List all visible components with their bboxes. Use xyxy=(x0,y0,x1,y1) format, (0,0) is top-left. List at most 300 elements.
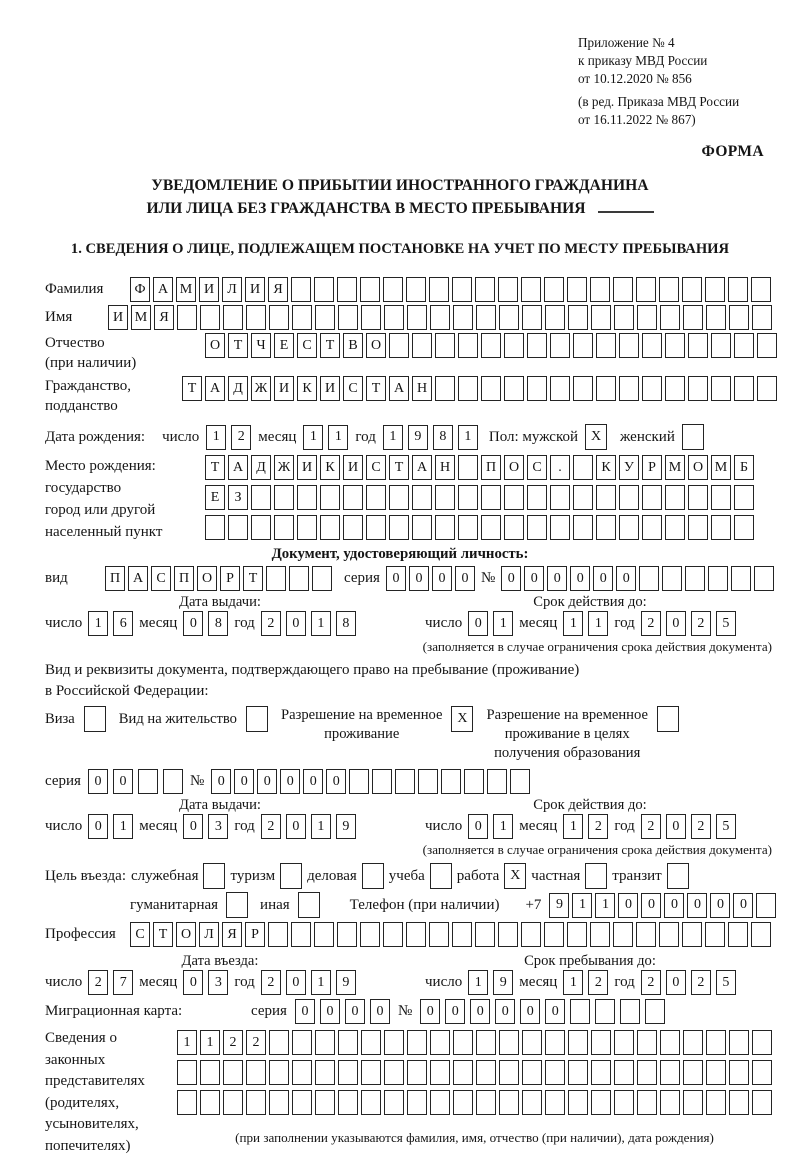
residence-number-cell[interactable] xyxy=(487,769,507,794)
stay-month-cell[interactable]: 1 xyxy=(563,970,583,995)
patronymic-cell[interactable]: Е xyxy=(274,333,294,358)
guardians-cell[interactable] xyxy=(292,1030,312,1055)
birth-place-cell[interactable]: А xyxy=(228,455,248,480)
guardians-cell[interactable] xyxy=(591,1090,611,1115)
patronymic-cell[interactable] xyxy=(504,333,524,358)
citizenship-cell[interactable] xyxy=(435,376,455,401)
residence-number-cell[interactable] xyxy=(349,769,369,794)
phone-cell[interactable]: 0 xyxy=(664,893,684,918)
residence-issue-day-cell[interactable]: 0 xyxy=(88,814,108,839)
given-name-cell[interactable] xyxy=(706,305,726,330)
residence-expiry-day-cell[interactable]: 1 xyxy=(493,814,513,839)
birth-year-cell[interactable]: 9 xyxy=(408,425,428,450)
doc-number-cell[interactable]: 0 xyxy=(547,566,567,591)
birth-year-cell[interactable]: 1 xyxy=(458,425,478,450)
birth-place-cell[interactable] xyxy=(251,485,271,510)
entry-year-cell[interactable]: 1 xyxy=(311,970,331,995)
birth-place-cell[interactable]: М xyxy=(711,455,731,480)
doc-number-cell[interactable]: 0 xyxy=(593,566,613,591)
guardians-cell[interactable] xyxy=(706,1030,726,1055)
birth-place-cell[interactable] xyxy=(458,515,478,540)
guardians-cell[interactable] xyxy=(729,1090,749,1115)
doc-number-cell[interactable]: 0 xyxy=(616,566,636,591)
residence-number-cell[interactable] xyxy=(395,769,415,794)
profession-cell[interactable]: С xyxy=(130,922,150,947)
birth-place-cell[interactable]: И xyxy=(343,455,363,480)
stay-year-cell[interactable]: 2 xyxy=(691,970,711,995)
migration-card-number-cell[interactable]: 0 xyxy=(470,999,490,1024)
doc-number-cell[interactable]: 0 xyxy=(570,566,590,591)
residence-number-cell[interactable] xyxy=(510,769,530,794)
birth-month-cell[interactable]: 1 xyxy=(303,425,323,450)
birth-place-cell[interactable]: А xyxy=(412,455,432,480)
doc-type-cell[interactable]: О xyxy=(197,566,217,591)
birth-place-cell[interactable] xyxy=(642,515,662,540)
given-name-cell[interactable] xyxy=(246,305,266,330)
doc-number-cell[interactable] xyxy=(639,566,659,591)
guardians-cell[interactable] xyxy=(430,1060,450,1085)
guardians-cell[interactable] xyxy=(660,1030,680,1055)
patronymic-cell[interactable] xyxy=(389,333,409,358)
guardians-cell[interactable] xyxy=(476,1090,496,1115)
guardians-cell[interactable] xyxy=(752,1030,772,1055)
birth-year-cell[interactable]: 1 xyxy=(383,425,403,450)
profession-cell[interactable] xyxy=(728,922,748,947)
birth-place-cell[interactable] xyxy=(573,455,593,480)
guardians-cell[interactable] xyxy=(729,1060,749,1085)
birth-place-cell[interactable] xyxy=(504,515,524,540)
residence-number-cell[interactable] xyxy=(372,769,392,794)
birth-place-cell[interactable] xyxy=(711,485,731,510)
birth-place-cell[interactable] xyxy=(412,485,432,510)
stay-year-cell[interactable]: 0 xyxy=(666,970,686,995)
birth-place-cell[interactable] xyxy=(504,485,524,510)
citizenship-cell[interactable] xyxy=(688,376,708,401)
patronymic-cell[interactable]: О xyxy=(366,333,386,358)
surname-cell[interactable] xyxy=(498,277,518,302)
guardians-cell[interactable] xyxy=(614,1060,634,1085)
birth-place-cell[interactable]: Т xyxy=(205,455,225,480)
given-name-cell[interactable]: Я xyxy=(154,305,174,330)
doc-type-cell[interactable]: П xyxy=(174,566,194,591)
migration-card-series-cell[interactable]: 0 xyxy=(370,999,390,1024)
migration-card-series-cell[interactable]: 0 xyxy=(320,999,340,1024)
identity-expiry-month-cell[interactable]: 1 xyxy=(588,611,608,636)
guardians-cell[interactable] xyxy=(269,1030,289,1055)
profession-cell[interactable] xyxy=(337,922,357,947)
birth-place-cell[interactable] xyxy=(343,485,363,510)
given-name-cell[interactable] xyxy=(338,305,358,330)
guardians-cell[interactable] xyxy=(476,1060,496,1085)
citizenship-cell[interactable] xyxy=(734,376,754,401)
phone-cell[interactable]: 0 xyxy=(710,893,730,918)
citizenship-cell[interactable]: Н xyxy=(412,376,432,401)
temp-residence-checkbox[interactable]: X xyxy=(451,706,473,732)
residence-expiry-month-cell[interactable]: 2 xyxy=(588,814,608,839)
residence-issue-year-cell[interactable]: 2 xyxy=(261,814,281,839)
identity-issue-day-cell[interactable]: 6 xyxy=(113,611,133,636)
identity-issue-year-cell[interactable]: 8 xyxy=(336,611,356,636)
guardians-cell[interactable] xyxy=(361,1030,381,1055)
birth-place-cell[interactable] xyxy=(550,485,570,510)
surname-cell[interactable] xyxy=(475,277,495,302)
citizenship-cell[interactable]: А xyxy=(389,376,409,401)
patronymic-cell[interactable] xyxy=(642,333,662,358)
birth-place-cell[interactable] xyxy=(435,485,455,510)
birth-day-cell[interactable]: 2 xyxy=(231,425,251,450)
residence-number-cell[interactable]: 0 xyxy=(303,769,323,794)
birth-day-cell[interactable]: 1 xyxy=(206,425,226,450)
surname-cell[interactable]: Я xyxy=(268,277,288,302)
birth-place-cell[interactable] xyxy=(619,485,639,510)
birth-place-cell[interactable] xyxy=(412,515,432,540)
identity-issue-month-cell[interactable]: 0 xyxy=(183,611,203,636)
residence-issue-day-cell[interactable]: 1 xyxy=(113,814,133,839)
doc-type-cell[interactable] xyxy=(266,566,286,591)
given-name-cell[interactable] xyxy=(315,305,335,330)
guardians-cell[interactable] xyxy=(545,1030,565,1055)
phone-cell[interactable]: 0 xyxy=(641,893,661,918)
stay-day-cell[interactable]: 1 xyxy=(468,970,488,995)
guardians-cell[interactable]: 1 xyxy=(200,1030,220,1055)
residence-number-cell[interactable]: 0 xyxy=(326,769,346,794)
identity-issue-year-cell[interactable]: 2 xyxy=(261,611,281,636)
birth-place-cell[interactable] xyxy=(251,515,271,540)
citizenship-cell[interactable] xyxy=(550,376,570,401)
place-name-blank[interactable] xyxy=(598,198,654,213)
guardians-cell[interactable] xyxy=(683,1090,703,1115)
given-name-cell[interactable] xyxy=(200,305,220,330)
residence-series-cell[interactable]: 0 xyxy=(113,769,133,794)
profession-cell[interactable] xyxy=(705,922,725,947)
birth-place-cell[interactable]: Е xyxy=(205,485,225,510)
birth-place-cell[interactable]: С xyxy=(527,455,547,480)
migration-card-number-cell[interactable]: 0 xyxy=(520,999,540,1024)
migration-card-series-cell[interactable]: 0 xyxy=(345,999,365,1024)
entry-year-cell[interactable]: 9 xyxy=(336,970,356,995)
guardians-cell[interactable] xyxy=(522,1090,542,1115)
given-name-cell[interactable] xyxy=(361,305,381,330)
citizenship-cell[interactable] xyxy=(504,376,524,401)
residence-expiry-year-cell[interactable]: 2 xyxy=(691,814,711,839)
residence-expiry-day-cell[interactable]: 0 xyxy=(468,814,488,839)
residence-issue-year-cell[interactable]: 9 xyxy=(336,814,356,839)
guardians-cell[interactable] xyxy=(338,1030,358,1055)
birth-place-cell[interactable]: К xyxy=(596,455,616,480)
profession-cell[interactable]: Я xyxy=(222,922,242,947)
identity-expiry-day-cell[interactable]: 1 xyxy=(493,611,513,636)
birth-place-cell[interactable]: З xyxy=(228,485,248,510)
residence-issue-year-cell[interactable]: 0 xyxy=(286,814,306,839)
guardians-cell[interactable] xyxy=(637,1090,657,1115)
stay-month-cell[interactable]: 2 xyxy=(588,970,608,995)
residence-series-cell[interactable]: 0 xyxy=(88,769,108,794)
patronymic-cell[interactable] xyxy=(665,333,685,358)
temp-residence-edu-checkbox[interactable] xyxy=(657,706,679,732)
surname-cell[interactable] xyxy=(383,277,403,302)
birth-place-cell[interactable] xyxy=(573,485,593,510)
birth-place-cell[interactable] xyxy=(596,485,616,510)
guardians-cell[interactable]: 2 xyxy=(246,1030,266,1055)
birth-place-cell[interactable]: С xyxy=(366,455,386,480)
birth-place-cell[interactable] xyxy=(320,515,340,540)
citizenship-cell[interactable] xyxy=(458,376,478,401)
patronymic-cell[interactable] xyxy=(619,333,639,358)
guardians-cell[interactable] xyxy=(292,1090,312,1115)
doc-series-cell[interactable]: 0 xyxy=(409,566,429,591)
birth-place-cell[interactable]: М xyxy=(665,455,685,480)
guardians-cell[interactable] xyxy=(292,1060,312,1085)
surname-cell[interactable] xyxy=(291,277,311,302)
surname-cell[interactable] xyxy=(544,277,564,302)
citizenship-cell[interactable] xyxy=(642,376,662,401)
doc-number-cell[interactable] xyxy=(708,566,728,591)
guardians-cell[interactable] xyxy=(614,1090,634,1115)
birth-place-cell[interactable] xyxy=(481,515,501,540)
birth-place-cell[interactable]: И xyxy=(297,455,317,480)
doc-number-cell[interactable] xyxy=(685,566,705,591)
identity-expiry-year-cell[interactable]: 2 xyxy=(691,611,711,636)
entry-month-cell[interactable]: 0 xyxy=(183,970,203,995)
residence-issue-month-cell[interactable]: 0 xyxy=(183,814,203,839)
surname-cell[interactable] xyxy=(360,277,380,302)
guardians-cell[interactable] xyxy=(476,1030,496,1055)
guardians-cell[interactable] xyxy=(338,1060,358,1085)
birth-place-cell[interactable]: У xyxy=(619,455,639,480)
doc-type-cell[interactable]: С xyxy=(151,566,171,591)
patronymic-cell[interactable] xyxy=(596,333,616,358)
surname-cell[interactable] xyxy=(567,277,587,302)
guardians-cell[interactable] xyxy=(200,1090,220,1115)
birth-place-cell[interactable] xyxy=(366,485,386,510)
guardians-cell[interactable] xyxy=(200,1060,220,1085)
surname-cell[interactable] xyxy=(728,277,748,302)
doc-series-cell[interactable]: 0 xyxy=(455,566,475,591)
doc-type-cell[interactable]: Т xyxy=(243,566,263,591)
entry-year-cell[interactable]: 0 xyxy=(286,970,306,995)
phone-cell[interactable]: 1 xyxy=(595,893,615,918)
profession-cell[interactable]: Р xyxy=(245,922,265,947)
guardians-cell[interactable] xyxy=(177,1090,197,1115)
given-name-cell[interactable] xyxy=(660,305,680,330)
profession-cell[interactable] xyxy=(682,922,702,947)
sex-male-checkbox[interactable]: X xyxy=(585,424,607,450)
identity-issue-year-cell[interactable]: 1 xyxy=(311,611,331,636)
purpose-other-checkbox[interactable] xyxy=(298,892,320,918)
birth-place-cell[interactable]: Р xyxy=(642,455,662,480)
patronymic-cell[interactable] xyxy=(757,333,777,358)
citizenship-cell[interactable] xyxy=(573,376,593,401)
surname-cell[interactable]: Ф xyxy=(130,277,150,302)
guardians-cell[interactable] xyxy=(522,1030,542,1055)
birth-place-cell[interactable] xyxy=(297,485,317,510)
guardians-cell[interactable] xyxy=(407,1090,427,1115)
identity-expiry-year-cell[interactable]: 5 xyxy=(716,611,736,636)
guardians-cell[interactable] xyxy=(453,1090,473,1115)
birth-place-cell[interactable]: Ж xyxy=(274,455,294,480)
birth-place-cell[interactable] xyxy=(665,515,685,540)
doc-number-cell[interactable]: 0 xyxy=(524,566,544,591)
migration-card-number-cell[interactable]: 0 xyxy=(545,999,565,1024)
purpose-work-checkbox[interactable]: X xyxy=(504,863,526,889)
patronymic-cell[interactable] xyxy=(458,333,478,358)
birth-place-cell[interactable]: П xyxy=(481,455,501,480)
citizenship-cell[interactable]: Т xyxy=(366,376,386,401)
birth-place-cell[interactable] xyxy=(527,515,547,540)
residence-expiry-year-cell[interactable]: 2 xyxy=(641,814,661,839)
given-name-cell[interactable] xyxy=(223,305,243,330)
profession-cell[interactable] xyxy=(429,922,449,947)
migration-card-number-cell[interactable] xyxy=(570,999,590,1024)
given-name-cell[interactable] xyxy=(430,305,450,330)
birth-place-cell[interactable] xyxy=(366,515,386,540)
guardians-cell[interactable] xyxy=(660,1090,680,1115)
given-name-cell[interactable] xyxy=(407,305,427,330)
citizenship-cell[interactable]: И xyxy=(274,376,294,401)
birth-place-cell[interactable] xyxy=(688,515,708,540)
profession-cell[interactable] xyxy=(475,922,495,947)
birth-place-cell[interactable] xyxy=(734,485,754,510)
profession-cell[interactable] xyxy=(314,922,334,947)
birth-place-cell[interactable]: О xyxy=(688,455,708,480)
doc-series-cell[interactable]: 0 xyxy=(386,566,406,591)
residence-permit-checkbox[interactable] xyxy=(246,706,268,732)
citizenship-cell[interactable]: Т xyxy=(182,376,202,401)
residence-series-cell[interactable] xyxy=(138,769,158,794)
guardians-cell[interactable] xyxy=(683,1060,703,1085)
migration-card-number-cell[interactable] xyxy=(595,999,615,1024)
guardians-cell[interactable] xyxy=(752,1090,772,1115)
phone-cell[interactable]: 9 xyxy=(549,893,569,918)
guardians-cell[interactable] xyxy=(729,1030,749,1055)
profession-cell[interactable] xyxy=(590,922,610,947)
guardians-cell[interactable] xyxy=(315,1030,335,1055)
given-name-cell[interactable] xyxy=(476,305,496,330)
patronymic-cell[interactable]: Ч xyxy=(251,333,271,358)
patronymic-cell[interactable]: Т xyxy=(228,333,248,358)
guardians-cell[interactable] xyxy=(269,1090,289,1115)
doc-type-cell[interactable]: А xyxy=(128,566,148,591)
migration-card-number-cell[interactable]: 0 xyxy=(495,999,515,1024)
phone-cell[interactable]: 1 xyxy=(572,893,592,918)
patronymic-cell[interactable] xyxy=(734,333,754,358)
profession-cell[interactable] xyxy=(521,922,541,947)
guardians-cell[interactable] xyxy=(614,1030,634,1055)
guardians-cell[interactable] xyxy=(407,1060,427,1085)
guardians-cell[interactable] xyxy=(315,1060,335,1085)
given-name-cell[interactable] xyxy=(614,305,634,330)
profession-cell[interactable]: Т xyxy=(153,922,173,947)
birth-place-cell[interactable] xyxy=(320,485,340,510)
birth-place-cell[interactable] xyxy=(711,515,731,540)
doc-number-cell[interactable] xyxy=(731,566,751,591)
citizenship-cell[interactable]: А xyxy=(205,376,225,401)
surname-cell[interactable]: А xyxy=(153,277,173,302)
guardians-cell[interactable] xyxy=(499,1060,519,1085)
doc-number-cell[interactable] xyxy=(662,566,682,591)
profession-cell[interactable]: Л xyxy=(199,922,219,947)
patronymic-cell[interactable] xyxy=(412,333,432,358)
guardians-cell[interactable] xyxy=(223,1060,243,1085)
citizenship-cell[interactable] xyxy=(596,376,616,401)
migration-card-number-cell[interactable]: 0 xyxy=(445,999,465,1024)
birth-place-cell[interactable] xyxy=(435,515,455,540)
guardians-cell[interactable] xyxy=(315,1090,335,1115)
guardians-cell[interactable] xyxy=(752,1060,772,1085)
entry-day-cell[interactable]: 7 xyxy=(113,970,133,995)
birth-place-cell[interactable] xyxy=(297,515,317,540)
citizenship-cell[interactable] xyxy=(527,376,547,401)
birth-place-cell[interactable] xyxy=(642,485,662,510)
citizenship-cell[interactable]: Д xyxy=(228,376,248,401)
birth-place-cell[interactable] xyxy=(205,515,225,540)
guardians-cell[interactable] xyxy=(453,1030,473,1055)
given-name-cell[interactable] xyxy=(177,305,197,330)
profession-cell[interactable] xyxy=(498,922,518,947)
migration-card-number-cell[interactable] xyxy=(620,999,640,1024)
surname-cell[interactable] xyxy=(429,277,449,302)
residence-expiry-month-cell[interactable]: 1 xyxy=(563,814,583,839)
residence-number-cell[interactable]: 0 xyxy=(280,769,300,794)
residence-number-cell[interactable]: 0 xyxy=(211,769,231,794)
phone-cell[interactable]: 0 xyxy=(733,893,753,918)
guardians-cell[interactable]: 2 xyxy=(223,1030,243,1055)
birth-place-cell[interactable]: Н xyxy=(435,455,455,480)
birth-place-cell[interactable] xyxy=(274,485,294,510)
doc-number-cell[interactable]: 0 xyxy=(501,566,521,591)
guardians-cell[interactable] xyxy=(568,1030,588,1055)
surname-cell[interactable] xyxy=(452,277,472,302)
patronymic-cell[interactable] xyxy=(550,333,570,358)
guardians-cell[interactable] xyxy=(683,1030,703,1055)
birth-place-cell[interactable] xyxy=(527,485,547,510)
surname-cell[interactable] xyxy=(636,277,656,302)
guardians-cell[interactable] xyxy=(545,1060,565,1085)
profession-cell[interactable] xyxy=(360,922,380,947)
birth-place-cell[interactable] xyxy=(734,515,754,540)
birth-place-cell[interactable] xyxy=(619,515,639,540)
surname-cell[interactable] xyxy=(337,277,357,302)
profession-cell[interactable] xyxy=(406,922,426,947)
residence-number-cell[interactable]: 0 xyxy=(257,769,277,794)
migration-card-series-cell[interactable]: 0 xyxy=(295,999,315,1024)
surname-cell[interactable]: Л xyxy=(222,277,242,302)
citizenship-cell[interactable]: С xyxy=(343,376,363,401)
profession-cell[interactable] xyxy=(613,922,633,947)
guardians-cell[interactable] xyxy=(430,1030,450,1055)
patronymic-cell[interactable] xyxy=(573,333,593,358)
profession-cell[interactable] xyxy=(268,922,288,947)
guardians-cell[interactable] xyxy=(522,1060,542,1085)
surname-cell[interactable] xyxy=(521,277,541,302)
birth-place-cell[interactable] xyxy=(343,515,363,540)
surname-cell[interactable] xyxy=(590,277,610,302)
entry-month-cell[interactable]: 3 xyxy=(208,970,228,995)
surname-cell[interactable]: И xyxy=(245,277,265,302)
patronymic-cell[interactable] xyxy=(688,333,708,358)
purpose-study-checkbox[interactable] xyxy=(430,863,452,889)
given-name-cell[interactable] xyxy=(384,305,404,330)
identity-expiry-month-cell[interactable]: 1 xyxy=(563,611,583,636)
given-name-cell[interactable]: И xyxy=(108,305,128,330)
guardians-cell[interactable] xyxy=(430,1090,450,1115)
doc-type-cell[interactable] xyxy=(312,566,332,591)
given-name-cell[interactable] xyxy=(637,305,657,330)
guardians-cell[interactable] xyxy=(384,1030,404,1055)
purpose-humanitarian-checkbox[interactable] xyxy=(226,892,248,918)
identity-issue-year-cell[interactable]: 0 xyxy=(286,611,306,636)
guardians-cell[interactable] xyxy=(637,1030,657,1055)
